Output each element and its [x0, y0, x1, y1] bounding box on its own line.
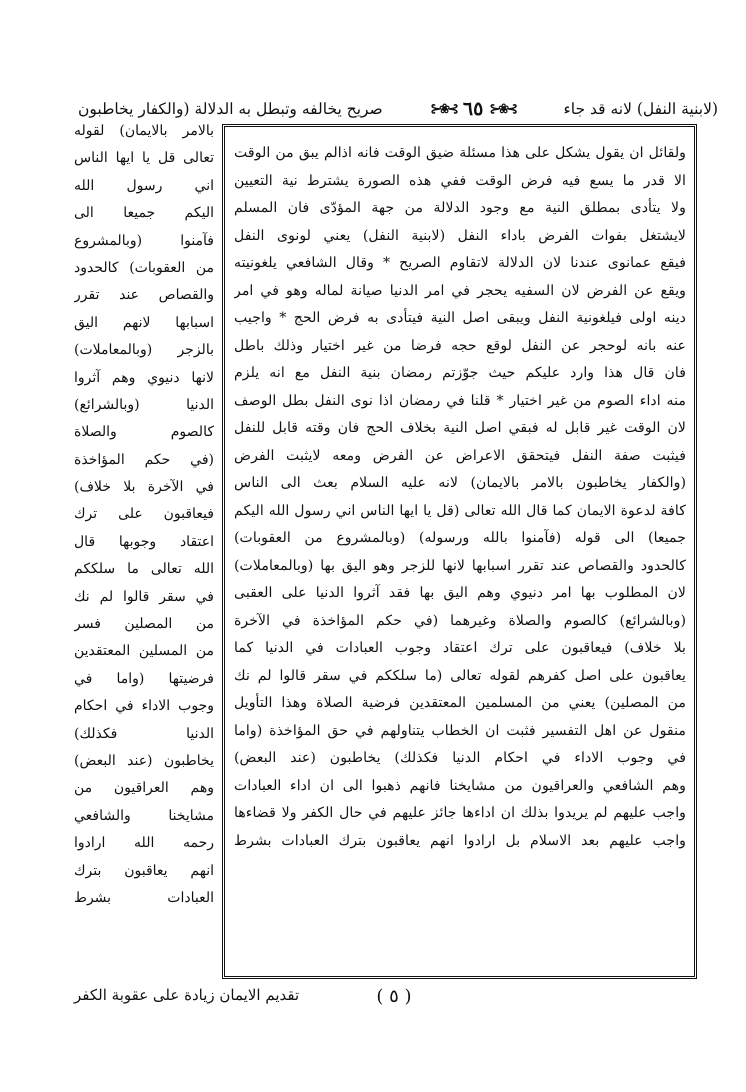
margin-text-line: اعتقاد وجوبها قال — [74, 533, 214, 550]
margin-text-line: بالامر بالايمان) لقوله — [74, 123, 214, 139]
margin-text-line: الله تعالى ما سلككم — [74, 561, 214, 578]
main-text-line: واجب عليهم لم يريدوا بذلك ان اداءها جائز عليهم في حال الكفر ولا قضاءها — [234, 805, 686, 821]
margin-text-line: وجوب الاداء في احكام — [74, 698, 214, 715]
margin-text-line: والقصاص عند تقرر — [74, 287, 214, 304]
main-text-line: الا قدر ما يسع فيه فرض الوقت ففي هذه الصورة يشترط نية التعيين — [234, 172, 686, 189]
margin-text-line: كالصوم والصلاة — [74, 424, 214, 441]
margin-commentary — [74, 118, 214, 912]
margin-text-line: من المسلين المعتقدين — [74, 643, 214, 660]
main-text-line: لان الوقت غير قابل له فبقي اصل النية بخلاف الحج فان وقته قابل للنفل — [234, 420, 686, 436]
margin-text-line: في الآخرة بلا خلاف) — [74, 479, 214, 496]
page-number: ٦٥ — [462, 98, 484, 120]
main-text-line: فان قال هذا وارد عليكم حيث جوّزتم رمضان بنية النفل مع انه يلزم — [234, 365, 686, 381]
margin-text-line: لانها دنيوي وهم آثروا — [74, 369, 214, 386]
header-text-left: صريح يخالفه وتبطل به الدلالة (والكفار يخاطبون — [78, 100, 383, 118]
main-text-line: يعاقبون على اصل كفرهم لقوله تعالى (ما سلككم في سقر قالوا لم نك — [234, 667, 686, 684]
main-text-line: ولا يتأدى بمطلق النية مع وجود الدلالة من جهة المؤدّى فان المسلم — [234, 200, 686, 216]
header-text-right: (لابنية النفل) لانه قد جاء — [563, 100, 718, 118]
margin-text-line: يخاطبون (عند البعض) — [74, 752, 214, 769]
main-text-line: ولقائل ان يقول يشكل على هذا مسئلة ضيق الوقت فانه اذالم يبق من الوقت — [234, 145, 686, 161]
margin-text-line: العبادات بشرط — [74, 889, 214, 906]
main-text-line: ويقع عن الفرض لان السفيه يحجر في امر الدنيا صيانة لماله وهو في امر — [234, 282, 686, 299]
margin-text-line: مشايخنا والشافعي — [74, 807, 214, 824]
margin-text-line: اسبابها لانهم اليق — [74, 314, 214, 331]
main-text-line: وهم الشافعي والعراقيون من مشايخنا فانهم ذهبوا الى ان اداء العبادات — [234, 777, 686, 794]
ornament-icon: ⊱❀⊰ — [489, 101, 516, 117]
main-text-line: لان المطلوب بها امر دنيوي وهم اليق بها فقد آثروا الدنيا على العقبى — [234, 585, 686, 601]
main-text-body — [234, 140, 686, 855]
main-text-line: (والكفار يخاطبون بالامر بالايمان) لانه عليه السلام بعث الى الناس — [234, 475, 686, 491]
main-text-line: عنه بانه لوحجر عن النفل لوقع حجه فرضا من غير اختيار وذلك باطل — [234, 337, 686, 354]
main-text-line: بلا خلاف) فيعاقبون على ترك اعتقاد وجوب العبادات في الدنيا كما — [234, 640, 686, 656]
main-text-line: (وبالشرائع) كالصوم والصلاة وغيرهما (في حكم المؤاخذة في الآخرة — [234, 612, 686, 629]
main-text-line: لايشتغل بفوات الفرض باداء النفل (لابنية النفل) يعني لونوى النفل — [234, 227, 686, 244]
main-text-line: دينه اولى فيلغونية النفل ويبقى اصل النية فيتأدى به فرض الحج * واجيب — [234, 310, 686, 326]
margin-text-line: من المصلين فسر — [74, 616, 214, 633]
main-text-line: منه اداء الصوم من غير اختيار * قلنا في رمضان اذا نوى النفل بطل الوصف — [234, 392, 686, 409]
footer-page-label: ( ٥ ) — [376, 986, 412, 1007]
margin-text-line: تعالى قل يا ايها الناس — [74, 150, 214, 167]
main-text-line: جميعا) الى قوله (فآمنوا بالله ورسوله) (وبالمشروع من العقوبات) — [234, 530, 686, 546]
main-text-line: في وجوب الاداء في احكام الدنيا فكذلك) يخاطبون (عند البعض) — [234, 750, 686, 766]
main-text-line: من المصلين) يعني من المسلمين المعتقدين فرضية الصلاة وهذا التأويل — [234, 695, 686, 711]
main-text-line: واجب عليهم بعد الاسلام بل ارادوا انهم يعاقبون بترك العبادات بشرط — [234, 832, 686, 849]
margin-text-line: فآمنوا (وبالمشروع — [74, 232, 214, 249]
margin-text-line: رحمه الله ارادوا — [74, 835, 214, 852]
main-text-line: كالحدود والقصاص عند تقرر اسبابها لانها للزجر وهو اليق بها (وبالمعاملات) — [234, 557, 686, 574]
catchword: تقديم الايمان زيادة على عقوبة الكفر — [74, 986, 300, 1004]
margin-text-line: اني رسول الله — [74, 177, 214, 194]
margin-text-line: وهم العراقيون من — [74, 780, 214, 797]
margin-text-line: في سقر قالوا لم نك — [74, 588, 214, 605]
ornament-icon: ⊱❀⊰ — [430, 101, 457, 117]
margin-text-line: فيعاقبون على ترك — [74, 506, 214, 523]
margin-text-line: الدنيا (وبالشرائع) — [74, 396, 214, 413]
margin-text-line: بالزجر (وبالمعاملات) — [74, 342, 214, 359]
main-text-line: كافة لدعوة الايمان كما قال الله تعالى (قل يا ايها الناس اني رسول الله اليكم — [234, 502, 686, 519]
main-text-line: فيثبت صفة النفل فيتحقق الاعراض عن الفرض ومعه لايثبت الفرض — [234, 447, 686, 464]
page-footer — [74, 982, 714, 1014]
page-number-group — [430, 98, 516, 120]
margin-text-line: انهم يعاقبون بترك — [74, 862, 214, 879]
main-text-line: منقول عن اهل التفسير فثبت ان الخطاب يتناولهم في حق المؤاخذة (واما — [234, 722, 686, 739]
margin-text-line: (في حكم المؤاخذة — [74, 451, 214, 468]
margin-text-line: من العقوبات) كالحدود — [74, 259, 214, 276]
margin-text-line: اليكم جميعا الى — [74, 205, 214, 222]
main-text-line: فيقع عمانوى عندنا لان الدلالة لاتقاوم الصريح * وقال الشافعي يلغونيته — [234, 255, 686, 271]
margin-text-line: الدنيا فكذلك) — [74, 725, 214, 742]
margin-text-line: فرضيتها (واما في — [74, 670, 214, 687]
